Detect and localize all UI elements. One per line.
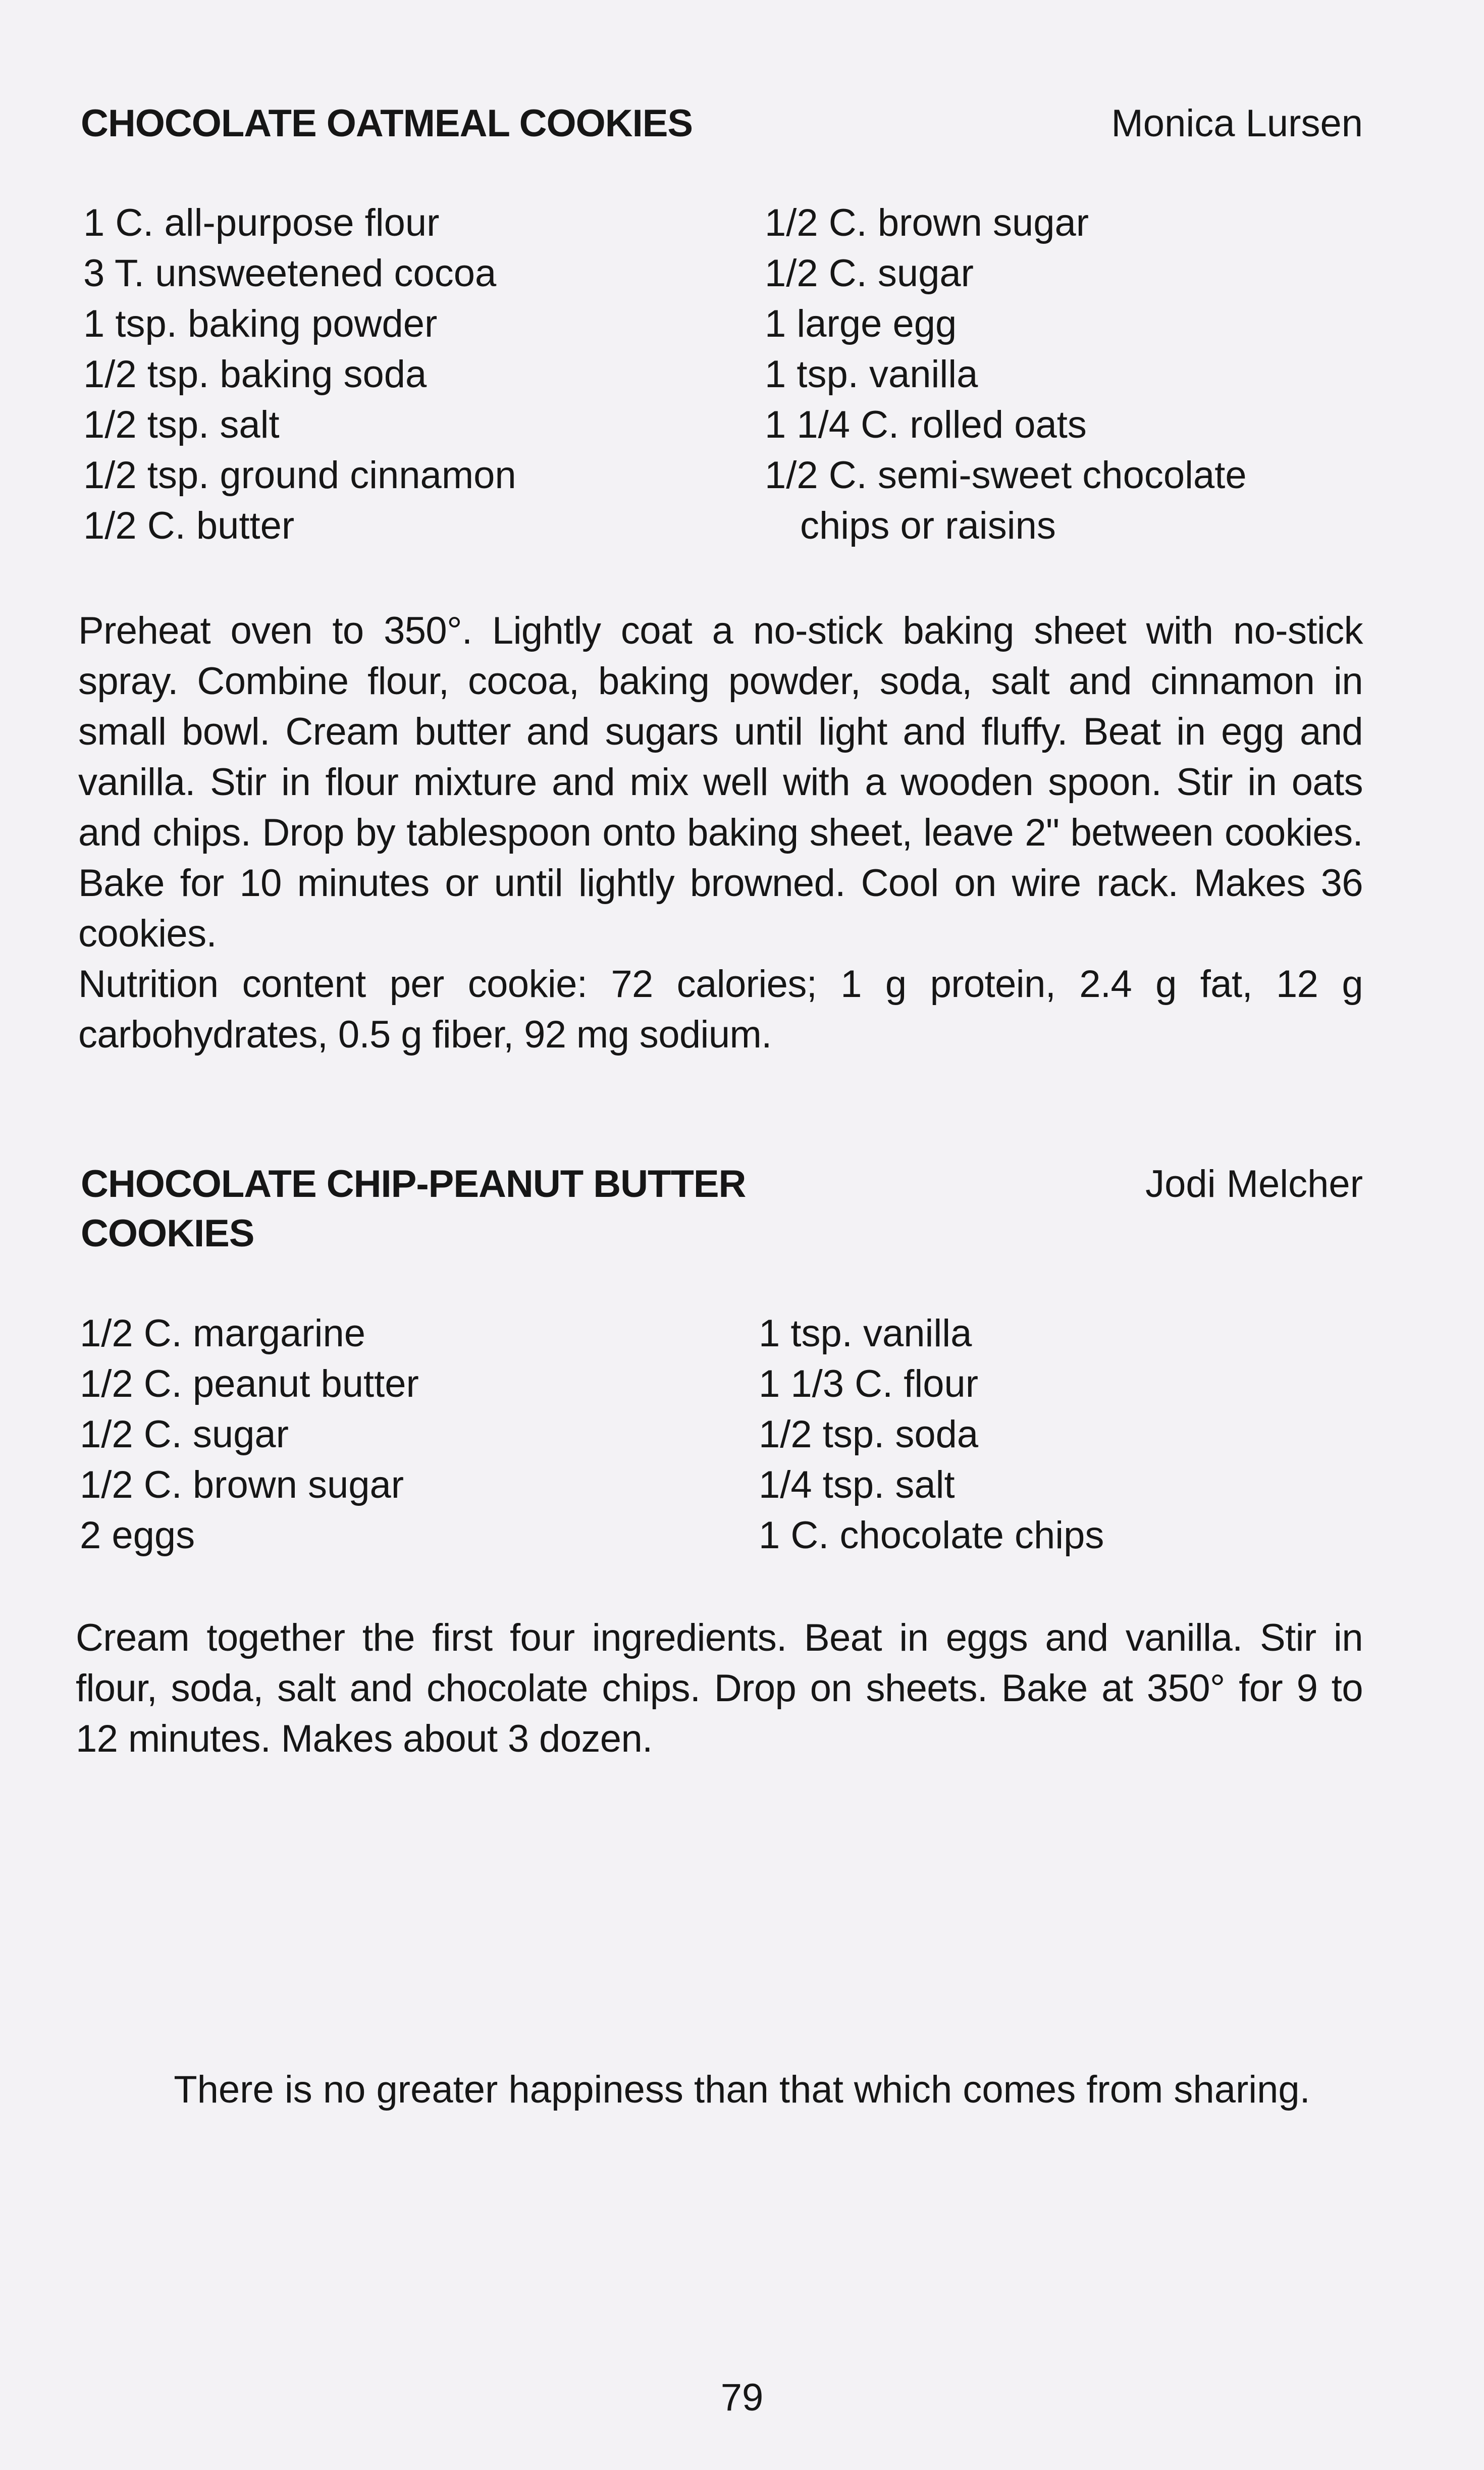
ingredient-item: 1/4 tsp. salt xyxy=(759,1463,955,1506)
recipe-title-line: COOKIES xyxy=(81,1212,254,1255)
ingredient-item: 1 1/3 C. flour xyxy=(759,1362,979,1405)
recipe-header xyxy=(81,1160,1363,1258)
ingredient-item: 1 large egg xyxy=(765,302,957,345)
ingredients-left-column xyxy=(80,1308,419,1561)
ingredients-right-column xyxy=(759,1308,1104,1561)
ingredients-left-column xyxy=(83,198,516,551)
recipe-title: CHOCOLATE OATMEAL COOKIES xyxy=(81,102,693,145)
recipe-author: Monica Lursen xyxy=(1111,102,1363,145)
ingredient-item: 1/2 C. butter xyxy=(83,504,295,547)
recipe-header xyxy=(81,99,1363,148)
ingredient-item: 1 tsp. vanilla xyxy=(765,353,978,396)
ingredient-item: 1/2 tsp. ground cinnamon xyxy=(83,454,516,497)
recipe-title-line: CHOCOLATE CHIP-PEANUT BUTTER xyxy=(81,1163,746,1205)
ingredients-right-column xyxy=(765,198,1247,551)
ingredient-item: 1 tsp. baking powder xyxy=(83,302,438,345)
ingredient-item: 1/2 C. peanut butter xyxy=(80,1362,419,1405)
recipe-author: Jodi Melcher xyxy=(1145,1163,1363,1205)
ingredient-item: 1/2 tsp. salt xyxy=(83,403,280,446)
ingredient-item: 1/2 tsp. baking soda xyxy=(83,353,427,396)
ingredient-item: 3 T. unsweetened cocoa xyxy=(83,252,497,295)
ingredient-item: 1/2 tsp. soda xyxy=(759,1413,979,1456)
ingredient-item: 1 1/4 C. rolled oats xyxy=(765,403,1087,446)
ingredient-item: chips or raisins xyxy=(800,504,1056,547)
ingredient-item: 1/2 C. semi-sweet chocolate xyxy=(765,454,1247,497)
recipe-directions: Preheat oven to 350°. Lightly coat a no-stick baking sheet with no-stick spray. Combine flour, cocoa, baking powder, soda, salt and cinnamon in small bowl. Cream butter and sugars until light and fluffy. Beat in egg and vanilla. Stir in flour mixture and mix well with a wooden spoon. Stir in oats and chips. Drop by tablespoon onto baking sheet, leave 2" between cookies. Bake for 10 minutes or until lightly browned. Cool on wire rack. Makes 36 cookies. xyxy=(78,609,1363,955)
recipe-directions: Cream together the first four ingredients. Beat in eggs and vanilla. Stir in flour, soda, salt and chocolate chips. Drop on sheets. Bake at 350° for 9 to 12 minutes. Makes about 3 dozen. xyxy=(76,1616,1363,1760)
ingredient-item: 1 tsp. vanilla xyxy=(759,1312,972,1355)
ingredient-item: 1/2 C. sugar xyxy=(765,252,974,295)
nutrition-info: Nutrition content per cookie: 72 calories; 1 g protein, 2.4 g fat, 12 g carbohydrates, 0.5 g fiber, 92 mg sodium. xyxy=(78,963,1363,1056)
page-number: 79 xyxy=(720,2376,764,2419)
ingredient-item: 1/2 C. sugar xyxy=(80,1413,289,1456)
ingredient-item: 1 C. all-purpose flour xyxy=(83,201,440,244)
filler-quote: There is no greater happiness than that which comes from sharing. xyxy=(174,2068,1310,2111)
ingredient-item: 2 eggs xyxy=(80,1514,195,1557)
ingredient-item: 1 C. chocolate chips xyxy=(759,1514,1104,1557)
ingredient-item: 1/2 C. margarine xyxy=(80,1312,366,1355)
ingredient-item: 1/2 C. brown sugar xyxy=(80,1463,404,1506)
ingredient-item: 1/2 C. brown sugar xyxy=(765,201,1089,244)
